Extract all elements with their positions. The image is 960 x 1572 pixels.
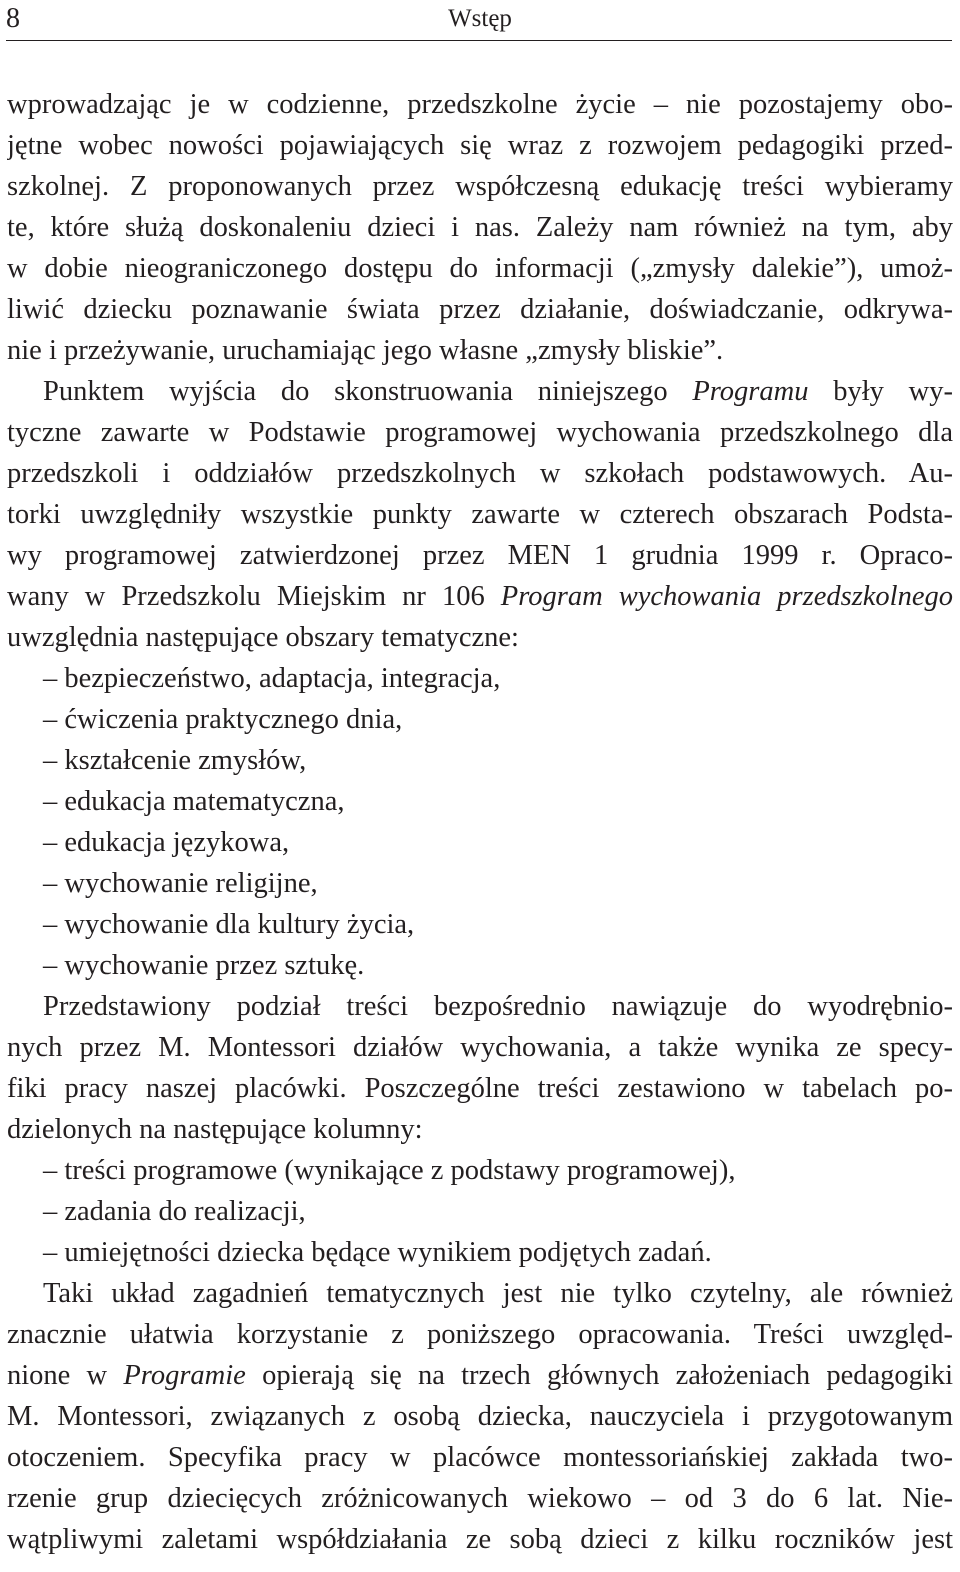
list-item: – bezpieczeństwo, adaptacja, integracja,	[43, 663, 501, 694]
list-item: – umiejętności dziecka będące wynikiem podjętych zadań.	[43, 1237, 712, 1268]
text-line: fiki pracy naszej placówki. Poszczególne treści zestawiono w tabelach po-	[7, 1073, 953, 1104]
text-line: uwzględnia następujące obszary tematyczne:	[7, 622, 519, 653]
text-line: rzenie grup dziecięcych zróżnicowanych wiekowo – od 3 do 6 lat. Nie-	[7, 1483, 953, 1514]
body-text	[7, 84, 953, 1560]
italic-title: Programie	[123, 1360, 246, 1391]
list-item: – ćwiczenia praktycznego dnia,	[43, 704, 403, 735]
text-line: otoczeniem. Specyfika pracy w placówce montessoriańskiej zakłada two-	[7, 1442, 953, 1473]
text-line	[7, 1355, 953, 1396]
list-item: – edukacja językowa,	[43, 827, 290, 858]
text-line: torki uwzględniły wszystkie punkty zawarte w czterech obszarach Podsta-	[7, 499, 953, 530]
text-line: Taki układ zagadnień tematycznych jest nie tylko czytelny, ale również	[43, 1278, 953, 1309]
text-line: wy programowej zatwierdzonej przez MEN 1 grudnia 1999 r. Opraco-	[7, 540, 953, 571]
text-segment: nione w	[7, 1360, 124, 1391]
list-item: – zadania do realizacji,	[43, 1196, 306, 1227]
text-line: szkolnej. Z proponowanych przez współczesną edukację treści wybieramy	[7, 171, 953, 202]
text-line: w dobie nieograniczonego dostępu do informacji („zmysły dalekie”), umoż-	[7, 253, 953, 284]
text-line: tyczne zawarte w Podstawie programowej wychowania przedszkolnego dla	[7, 417, 953, 448]
text-line	[7, 371, 953, 412]
italic-title: Programu	[692, 376, 809, 407]
list-item: – wychowanie dla kultury życia,	[43, 909, 415, 940]
text-line: te, które służą doskonaleniu dzieci i nas. Zależy nam również na tym, aby	[7, 212, 953, 243]
list-item: – treści programowe (wynikające z podstawy programowej),	[43, 1155, 736, 1186]
text-segment: opierają się na trzech głównych założeniach pedagogiki	[245, 1360, 953, 1391]
list-item: – edukacja matematyczna,	[43, 786, 345, 817]
text-line: nie i przeżywanie, uruchamiając jego własne „zmysły bliskie”.	[7, 335, 724, 366]
text-line: przedszkoli i oddziałów przedszkolnych w szkołach podstawowych. Au-	[7, 458, 953, 489]
text-line: Przedstawiony podział treści bezpośrednio nawiązuje do wyodrębnio-	[43, 991, 953, 1022]
text-line	[7, 576, 953, 617]
list-item: – kształcenie zmysłów,	[43, 745, 307, 776]
running-head: Wstęp	[448, 5, 512, 32]
italic-title: Program wychowania przedszkolnego	[500, 581, 953, 612]
text-segment: Punktem wyjścia do skonstruowania niniejszego	[43, 376, 693, 407]
text-segment: wany w Przedszkolu Miejskim nr 106	[7, 581, 501, 612]
list-item: – wychowanie przez sztukę.	[43, 950, 365, 981]
text-segment: były wy-	[808, 376, 953, 407]
text-line: liwić dziecku poznawanie świata przez działanie, doświadczanie, odkrywa-	[7, 294, 953, 325]
text-line: znacznie ułatwia korzystanie z poniższego opracowania. Treści uwzględ-	[7, 1319, 953, 1350]
text-line: dzielonych na następujące kolumny:	[7, 1114, 423, 1145]
text-line: wprowadzając je w codzienne, przedszkolne życie – nie pozostajemy obo-	[7, 89, 953, 120]
page-header	[0, 0, 960, 40]
text-line: wątpliwymi zaletami współdziałania ze sobą dzieci z kilku roczników jest	[7, 1524, 953, 1555]
text-line: M. Montessori, związanych z osobą dziecka, nauczyciela i przygotowanym	[7, 1401, 953, 1432]
list-item: – wychowanie religijne,	[43, 868, 318, 899]
text-line: jętne wobec nowości pojawiających się wraz z rozwojem pedagogiki przed-	[7, 130, 953, 161]
page-number: 8	[6, 3, 20, 34]
header-rule	[6, 40, 952, 41]
text-line: nych przez M. Montessori działów wychowania, a także wynika ze specy-	[7, 1032, 953, 1063]
